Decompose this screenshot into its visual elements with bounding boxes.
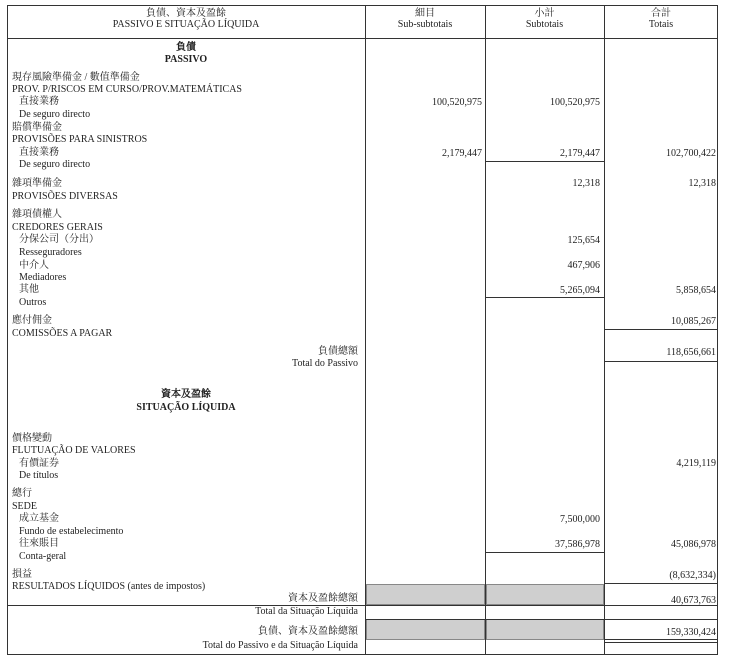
shaded-cell (486, 584, 604, 605)
total-situacao-label-zh: 資本及盈餘總額 (288, 593, 358, 604)
credores-title-zh: 雜項債權人 (12, 209, 62, 220)
header-col1-zh: 負債、資本及盈餘 (146, 8, 226, 19)
underline-comissoes (604, 329, 718, 330)
credores-resseg-pt: Resseguradores (19, 247, 82, 258)
prov-diversas-sub-value: 12,318 (572, 178, 600, 189)
shaded-cell (486, 619, 604, 640)
flutuacao-title-zh: 價格變動 (12, 433, 52, 444)
col-divider-3 (604, 5, 605, 655)
sede-title-zh: 總行 (12, 488, 32, 499)
sede-conta-value: 37,586,978 (555, 539, 600, 550)
credores-outros-value: 5,265,094 (560, 285, 600, 296)
header-col1-pt: PASSIVO E SITUAÇÃO LÍQUIDA (112, 19, 260, 30)
prov-diversas-title-pt: PROVISÕES DIVERSAS (12, 191, 118, 202)
flutuacao-title-pt: FLUTUAÇÃO DE VALORES (12, 445, 136, 456)
underline-sede (485, 552, 604, 553)
prov-riscos-sub-value: 100,520,975 (550, 97, 600, 108)
shaded-cell (366, 584, 485, 605)
header-col-subsubtotal (365, 8, 485, 30)
grand-total-label-pt: Total do Passivo e da Situação Líquida (202, 640, 358, 651)
situacao-heading-zh: 資本及盈餘 (161, 389, 211, 400)
prov-sinistros-line-zh: 直接業務 (19, 147, 59, 158)
total-passivo-label-zh: 負債總額 (318, 346, 358, 357)
grand-total-value: 159,330,424 (666, 627, 716, 638)
table-frame (7, 5, 718, 655)
total-passivo-value: 118,656,661 (666, 347, 716, 358)
credores-outros-pt: Outros (19, 297, 47, 308)
resultados-total-value: (8,632,334) (669, 570, 716, 581)
header-rule (7, 38, 718, 39)
prov-sinistros-title-zh: 賠償準備金 (12, 122, 62, 133)
prov-riscos-title-pt: PROV. P/RISCOS EM CURSO/PROV.MATEMÁTICAS (12, 84, 242, 95)
header-col3-zh: 小計 (534, 8, 555, 19)
prov-riscos-subsub-value: 100,520,975 (432, 97, 482, 108)
flutuacao-line-zh: 有價証券 (19, 458, 59, 469)
underline-resultados (604, 583, 718, 584)
prov-riscos-line-zh: 直接業務 (19, 96, 59, 107)
total-situacao-value: 40,673,763 (671, 595, 716, 606)
sede-conta-zh: 往來賬目 (19, 538, 59, 549)
shaded-cell (366, 619, 485, 640)
sede-conta-pt: Conta-geral (19, 551, 67, 562)
prov-riscos-line-pt: De seguro directo (19, 109, 91, 120)
comissoes-title-pt: COMISSÕES A PAGAR (12, 328, 113, 339)
prov-sinistros-sub-value: 2,179,447 (560, 148, 600, 159)
prov-sinistros-line-pt: De seguro directo (19, 159, 91, 170)
resultados-title-zh: 損益 (12, 569, 32, 580)
credores-med-zh: 中介人 (19, 260, 49, 271)
passivo-heading-zh: 負債 (176, 42, 196, 53)
header-col4-zh: 合計 (651, 8, 671, 19)
prov-riscos-title-zh: 現存風險準備金 / 數值準備金 (12, 72, 140, 83)
total-passivo-label-pt: Total do Passivo (292, 358, 358, 369)
credores-med-pt: Mediadores (19, 272, 67, 283)
flutuacao-line-pt: De títulos (19, 470, 59, 481)
prov-diversas-total-value: 12,318 (688, 178, 716, 189)
credores-resseg-zh: 分保公司（分出） (19, 234, 99, 245)
credores-med-value: 467,906 (567, 260, 600, 271)
header-col-total (604, 8, 718, 30)
underline-grand-total-1 (604, 639, 718, 640)
passivo-heading-pt: PASSIVO (164, 54, 208, 65)
comissoes-title-zh: 應付佣金 (12, 315, 52, 326)
header-col3-pt: Subtotais (525, 19, 564, 30)
comissoes-total-value: 10,085,267 (671, 316, 716, 327)
prov-diversas-title-zh: 雜項準備金 (12, 178, 62, 189)
header-col-description (7, 8, 365, 30)
rule-above-grand-total (365, 619, 718, 620)
credores-resseg-value: 125,654 (567, 235, 600, 246)
sede-fundo-value: 7,500,000 (560, 514, 600, 525)
credores-outros-zh: 其他 (19, 284, 39, 295)
underline-total-passivo (604, 361, 718, 362)
credores-total-value: 5,858,654 (676, 285, 716, 296)
underline-credores (485, 297, 604, 298)
prov-sinistros-title-pt: PROVISÕES PARA SINISTROS (12, 134, 148, 145)
header-col2-pt: Sub-subtotais (397, 19, 453, 30)
resultados-title-pt: RESULTADOS LÍQUIDOS (antes de impostos) (12, 581, 206, 592)
rule-total-situacao (7, 605, 718, 606)
sede-total-value: 45,086,978 (671, 539, 716, 550)
total-situacao-label-pt: Total da Situação Líquida (255, 606, 358, 617)
prov-sinistros-total-value: 102,700,422 (666, 148, 716, 159)
credores-title-pt: CREDORES GERAIS (12, 222, 103, 233)
grand-total-label-zh: 負債、資本及盈餘總額 (258, 626, 358, 637)
header-col2-zh: 細目 (415, 8, 435, 19)
situacao-heading-pt: SITUAÇÃO LÍQUIDA (136, 402, 236, 413)
underline-grand-total-2 (604, 642, 718, 643)
header-col4-pt: Totais (648, 19, 674, 30)
sede-fundo-pt: Fundo de estabelecimento (19, 526, 124, 537)
prov-sinistros-subsub-value: 2,179,447 (442, 148, 482, 159)
sede-title-pt: SEDE (12, 501, 37, 512)
header-col-subtotal (485, 8, 604, 30)
flutuacao-total-value: 4,219,119 (676, 458, 716, 469)
underline-prov-sinistros (485, 161, 604, 162)
sede-fundo-zh: 成立基金 (19, 513, 59, 524)
